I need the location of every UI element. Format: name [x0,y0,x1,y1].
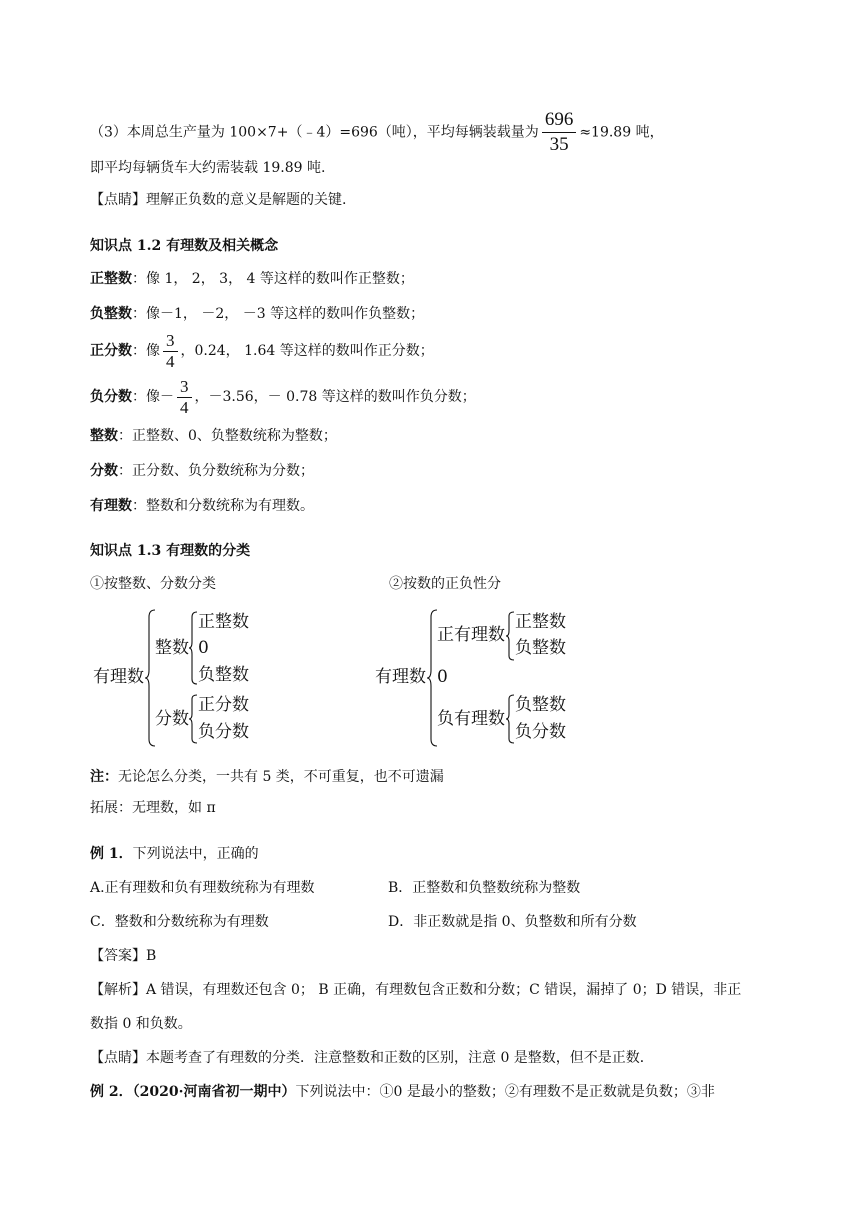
example-1-tip [90,1048,654,1068]
classification-right-title: ②按数的正负性分 [389,576,501,592]
group-integer-label: 整数 [155,638,189,658]
term-negative-fraction: 负分数 [90,389,132,405]
item-negative-integer: 负整数 [515,638,566,658]
def-text: ：像 1， 2， 3， 4 等这样的数叫作正整数； [132,271,414,287]
tip-paragraph [90,190,346,210]
analysis-line-1 [90,980,741,1000]
def-negative-integer [90,304,424,324]
question-text: 下列说法中：①0 是最小的整数；②有理数不是正数就是负数；③非 [295,1084,715,1100]
item-negative-integer: 负整数 [198,665,249,685]
term-integer: 整数 [90,428,118,444]
item-positive-integer: 正整数 [515,612,566,632]
analysis-line-2: 数指 0 和负数。 [90,1016,192,1032]
tip-text: 本题考查了有理数的分类．注意整数和正数的区别，注意 0 是整数，但不是正数． [146,1050,654,1066]
tree-root-label: 有理数 [375,667,426,687]
note-tag: 注： [90,769,118,785]
item-zero: 0 [437,667,448,687]
fraction-denominator: 35 [549,134,569,155]
fraction-brace [188,694,198,744]
analysis-text: A 错误，有理数还包含 0； B 正确，有理数包含正数和分数；C 错误，漏掉了 0；D 错误，非正 [146,982,742,998]
def-text-post: ，－3.56，－ 0.78 等这样的数叫作负分数； [194,389,476,405]
def-text: ：整数和分数统称为有理数。 [132,498,314,514]
def-integer [90,426,337,446]
tip-text: 理解正负数的意义是解题的关键. [146,192,347,208]
group-negative-rational-label: 负有理数 [437,709,505,729]
example-2-question [90,1082,715,1102]
tree-root-label: 有理数 [93,667,144,687]
answer-tag: 【答案】 [90,948,146,964]
tip-tag: 【点睛】 [90,1050,146,1066]
fraction-numerator: 3 [163,331,178,352]
example-1-question [90,844,259,864]
group-positive-rational-label: 正有理数 [437,625,505,645]
term-negative-integer: 负整数 [90,306,132,322]
example-label: 例 2．（2020·河南省初一期中） [90,1084,296,1100]
def-text: ：正分数、负分数统称为分数； [118,463,314,479]
tip-tag: 【点睛】 [90,192,146,208]
term-fraction: 分数 [90,463,118,479]
solution-line-3 [90,108,664,157]
example-label: 例 1． [90,846,133,862]
classification-left-title: ①按整数、分数分类 [90,576,216,592]
item-negative-fraction: 负分数 [198,722,249,742]
group-fraction-label: 分数 [155,709,189,729]
def-fraction [90,461,314,481]
extension-line: 拓展：无理数，如 π [90,800,216,816]
def-rational [90,496,314,516]
analysis-tag: 【解析】 [90,982,146,998]
option-d: D．非正数就是指 0、负整数和所有分数 [388,914,637,930]
note-line [90,767,444,787]
answer-value: B [146,948,157,964]
answer-line [90,946,156,966]
item-positive-integer: 正整数 [198,612,249,632]
def-text: ：正整数、0、负整数统称为整数； [118,428,337,444]
fraction-denominator: 4 [180,397,189,417]
def-text-pre: ：像－ [132,389,174,405]
item-positive-fraction: 正分数 [198,695,249,715]
solution-line-conclusion: 即平均每辆货车大约需装载 19.89 吨. [90,160,326,176]
fraction-numerator: 3 [177,377,192,398]
average-load-fraction [542,108,577,157]
integer-brace [188,611,198,685]
note-text: 无论怎么分类，一共有 5 类，不可重复，也不可遗漏 [118,769,444,785]
item-negative-integer: 负整数 [515,695,566,715]
solution-text-post: ≈19.89 吨， [579,124,664,141]
item-zero: 0 [198,638,209,658]
fraction-numerator: 696 [542,108,577,133]
fraction-denominator: 4 [166,351,175,371]
term-positive-integer: 正整数 [90,271,132,287]
def-text-pre: ：像 [132,343,160,359]
option-c: C．整数和分数统称为有理数 [90,914,269,930]
section-1-2-heading: 知识点 1.2 有理数及相关概念 [90,238,279,254]
term-positive-fraction: 正分数 [90,343,132,359]
positive-rational-brace [505,611,515,661]
def-text: ：像－1， －2， －3 等这样的数叫作负整数； [132,306,425,322]
question-text: 下列说法中，正确的 [132,846,259,862]
def-positive-integer [90,269,414,289]
three-quarters-fraction [163,331,178,372]
def-text-post: ，0.24， 1.64 等这样的数叫作正分数； [180,343,434,359]
item-negative-fraction: 负分数 [515,722,566,742]
negative-rational-brace [505,694,515,744]
option-a: A.正有理数和负有理数统称为有理数 [90,880,315,896]
def-positive-fraction [90,329,434,373]
three-quarters-fraction [177,377,192,418]
section-1-3-heading: 知识点 1.3 有理数的分类 [90,543,251,559]
option-b: B．正整数和负整数统称为整数 [388,880,581,896]
term-rational: 有理数 [90,498,132,514]
def-negative-fraction [90,375,476,419]
solution-text-pre: （3）本周总生产量为 100×7+（﹣4）=696（吨），平均每辆装载量为 [90,124,539,141]
